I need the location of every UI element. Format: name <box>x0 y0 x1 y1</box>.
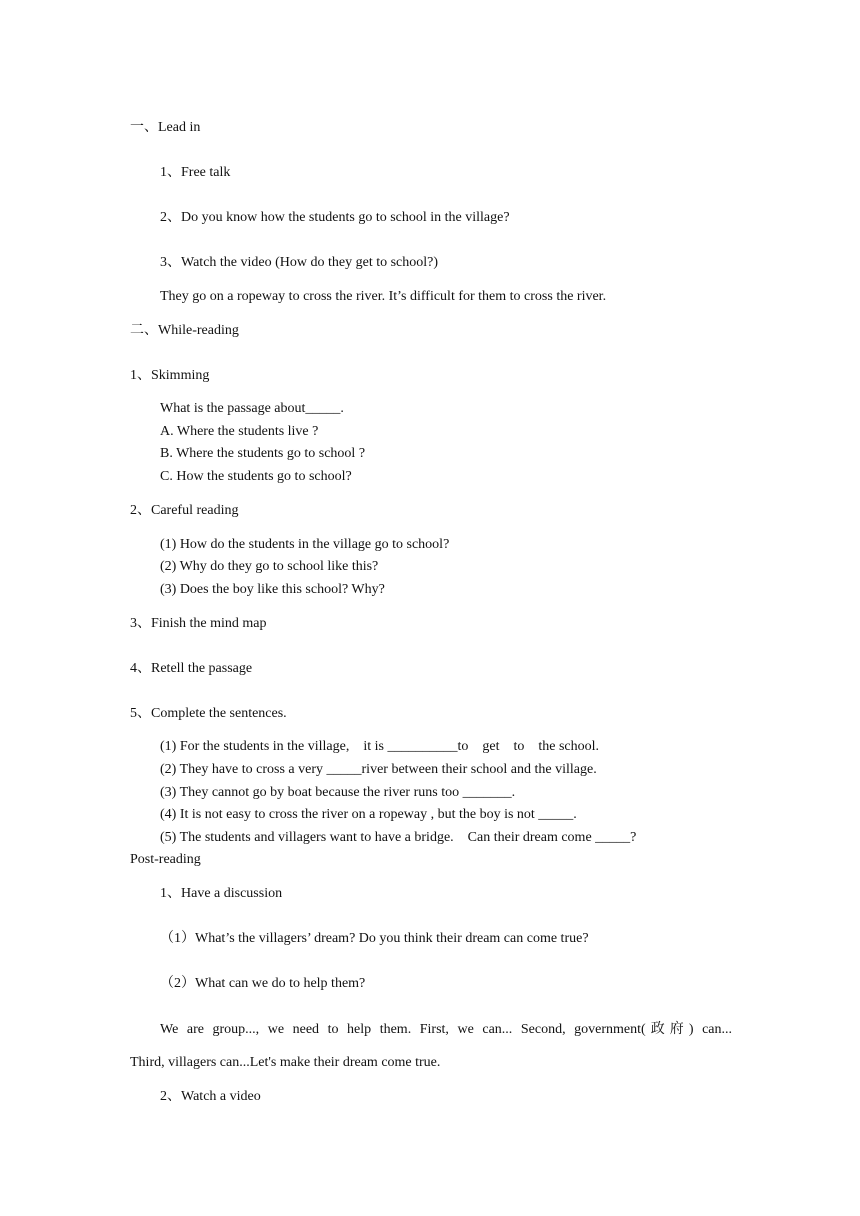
watch-video-title: 2、Watch a video <box>160 1089 261 1104</box>
discussion-question-2: （2）What can we do to help them? <box>160 976 366 991</box>
discussion-title: 1、Have a discussion <box>160 886 283 901</box>
complete-sentence-2: (2) They have to cross a very _____river between their school and the village. <box>160 762 597 777</box>
skimming-option-c: C. How the students go to school? <box>160 469 352 484</box>
careful-question-1: (1) How do the students in the village go to school? <box>160 537 450 552</box>
retell-title: 4、Retell the passage <box>130 661 253 676</box>
skimming-option-a: A. Where the students live ? <box>160 424 319 439</box>
complete-sentence-4: (4) It is not easy to cross the river on a ropeway , but the boy is not _____. <box>160 807 577 822</box>
section-heading-while-reading: 二、While-reading <box>130 323 239 338</box>
careful-question-3: (3) Does the boy like this school? Why? <box>160 582 385 597</box>
discussion-question-1: （1）What’s the villagers’ dream? Do you think their dream can come true? <box>160 931 589 946</box>
sample-paragraph-part-2: ) can... <box>688 1022 733 1037</box>
mind-map-title: 3、Finish the mind map <box>130 616 267 631</box>
skimming-title: 1、Skimming <box>130 368 210 383</box>
careful-reading-title: 2、Careful reading <box>130 503 239 518</box>
section-heading-lead-in: 一、Lead in <box>130 120 201 135</box>
lead-in-answer: They go on a ropeway to cross the river. It’s difficult for them to cross the river. <box>160 289 607 304</box>
lead-in-item-video: 3、Watch the video (How do they get to school?) <box>160 255 439 270</box>
complete-sentences-title: 5、Complete the sentences. <box>130 706 287 721</box>
lead-in-item-free-talk: 1、Free talk <box>160 165 231 180</box>
complete-sentence-1: (1) For the students in the village, it is __________to get to the school. <box>160 739 600 754</box>
sample-paragraph-line-1 <box>160 1020 732 1038</box>
lead-in-item-question: 2、Do you know how the students go to school in the village? <box>160 210 510 225</box>
section-heading-post-reading: Post-reading <box>130 852 201 867</box>
skimming-question: What is the passage about_____. <box>160 401 344 416</box>
sample-paragraph-part-1: We are group..., we need to help them. First, we can... Second, government( <box>160 1022 646 1037</box>
careful-question-2: (2) Why do they go to school like this? <box>160 559 379 574</box>
skimming-option-b: B. Where the students go to school ? <box>160 446 366 461</box>
complete-sentence-5: (5) The students and villagers want to have a bridge. Can their dream come _____? <box>160 830 637 845</box>
complete-sentence-3: (3) They cannot go by boat because the river runs too _______. <box>160 785 516 800</box>
sample-paragraph-cjk: 政府 <box>645 1021 689 1037</box>
sample-paragraph-line-2: Third, villagers can...Let's make their dream come true. <box>130 1055 441 1070</box>
